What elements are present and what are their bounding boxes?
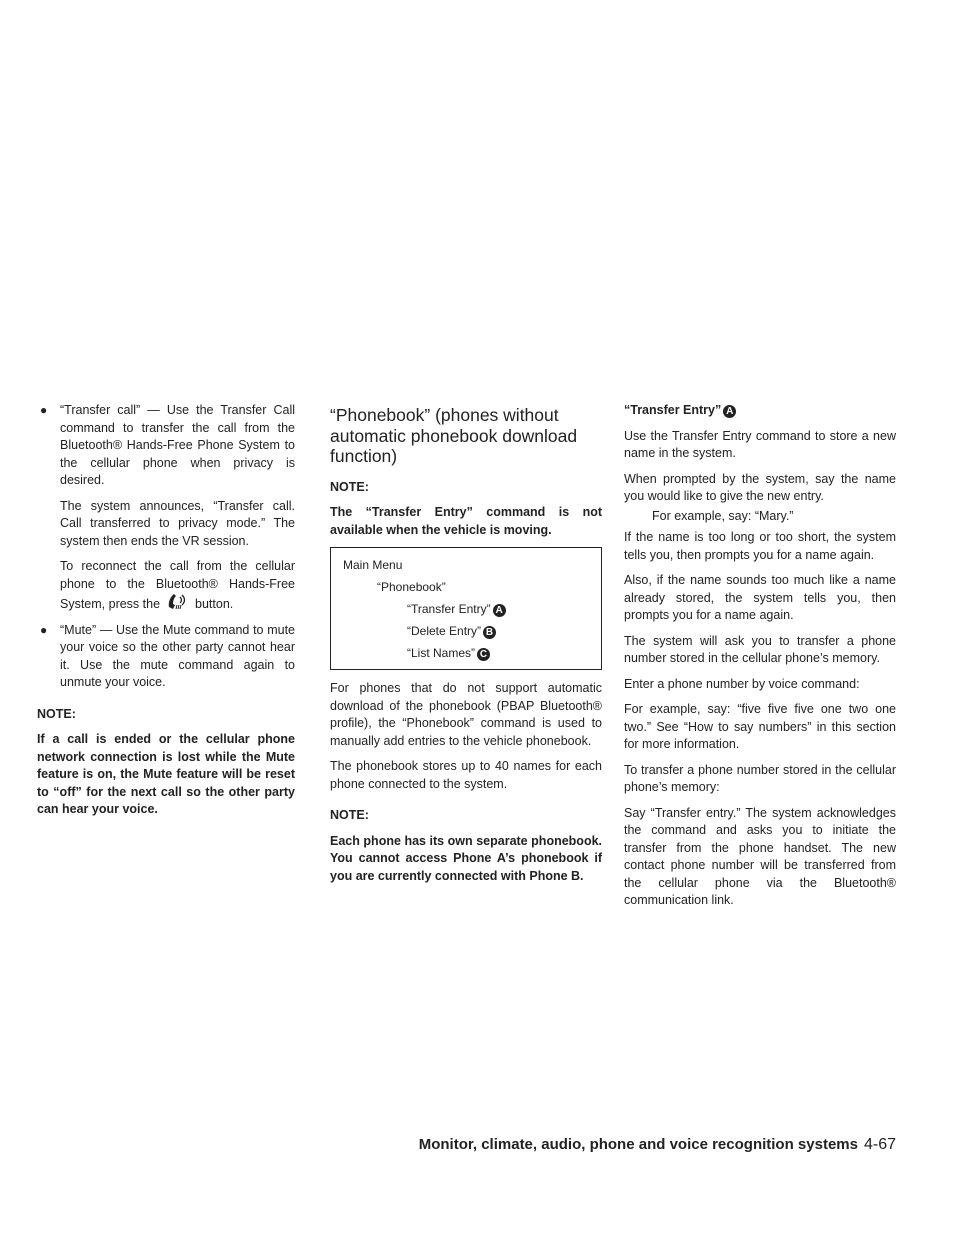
phonebook-capacity: The phonebook stores up to 40 names for each phone connected to the system. <box>330 759 602 791</box>
bullet-dot-icon: ● <box>40 403 48 417</box>
bullet-transfer-call <box>37 402 295 614</box>
mute-text: “Mute” — Use the Mute command to mute your voice so the other party cannot hear it. Use the mute command again to unmute your voice. <box>60 622 295 689</box>
marker-c-icon: C <box>477 648 490 661</box>
paragraph: Also, if the name sounds too much like a name already stored, the system tells you, then prompts you for a name again. <box>624 573 896 622</box>
bullet-dot-icon: ● <box>40 622 48 637</box>
column-left <box>37 402 295 827</box>
menu-item-delete-entry: “Delete Entry” B <box>343 620 591 642</box>
column-right <box>624 402 896 918</box>
note-label: NOTE: <box>330 479 369 494</box>
phonebook-paragraph: For phones that do not support automatic download of the phonebook (PBAP Bluetooth® profile), the “Phonebook” command is used to manually add entries to the vehicle phonebook. <box>330 681 602 748</box>
menu-tree-box <box>330 547 602 670</box>
note-text: The “Transfer Entry” command is not available when the vehicle is moving. <box>330 505 602 537</box>
paragraph: Use the Transfer Entry command to store a new name in the system. <box>624 428 896 460</box>
menu-root: Main Menu <box>343 558 403 572</box>
note-label: NOTE: <box>330 808 369 822</box>
section-heading: “Phonebook” (phones without automatic phonebook download function) <box>330 405 578 466</box>
page-number: 4-67 <box>863 1136 896 1153</box>
marker-b-icon: B <box>483 626 496 639</box>
paragraph: Enter a phone number by voice command: <box>624 676 860 691</box>
transfer-call-announce: The system announces, “Transfer call. Call transferred to privacy mode.” The system then ends the VR session. <box>60 498 295 548</box>
transfer-call-text: “Transfer call” — Use the Transfer Call command to transfer the call from the Bluetooth® Hands-Free Phone System to the cellular phone when privacy is desired. <box>60 403 295 487</box>
page-footer <box>419 1136 896 1154</box>
paragraph: If the name is too long or too short, the system tells you, then prompts you for a name again. <box>624 530 896 562</box>
note-label: NOTE: <box>37 706 76 721</box>
paragraph: Say “Transfer entry.” The system acknowledges the command and asks you to initiate the transfer from the phone handset. The new contact phone number will be transferred from the cellular phone via the Bluetooth® communication link. <box>624 805 896 907</box>
marker-a-icon: A <box>493 604 506 617</box>
paragraph: When prompted by the system, say the name you would like to give the new entry. <box>624 471 896 503</box>
marker-a-icon: A <box>723 405 736 418</box>
transfer-entry-heading: “Transfer Entry” A <box>624 402 896 420</box>
column-middle <box>330 402 602 893</box>
menu-item-list-names: “List Names” C <box>343 642 591 664</box>
menu-item-transfer-entry: “Transfer Entry” A <box>343 598 591 620</box>
paragraph: To transfer a phone number stored in the cellular phone’s memory: <box>624 762 896 794</box>
section-title: Monitor, climate, audio, phone and voice recognition systems <box>418 1136 858 1153</box>
menu-phonebook: “Phonebook” <box>377 580 446 594</box>
transfer-call-reconnect: To reconnect the call from the cellular phone to the Bluetooth® Hands-Free System, press the button. <box>60 559 295 611</box>
note-text: Each phone has its own separate phonebook. You cannot access Phone A’s phonebook if you are currently connected with Phone B. <box>330 833 602 883</box>
example-mary: For example, say: “Mary.” <box>652 508 794 523</box>
paragraph: For example, say: “five five five one two one two.” See “How to say numbers” in this section for more information. <box>624 702 896 751</box>
phone-talk-icon <box>166 593 188 611</box>
bullet-mute <box>37 622 295 692</box>
note-text: If a call is ended or the cellular phone network connection is lost while the Mute feature is on, the Mute feature will be reset to “off” for the next call so the other party can hear your voice. <box>37 732 295 816</box>
paragraph: The system will ask you to transfer a phone number stored in the cellular phone’s memory. <box>624 633 896 665</box>
